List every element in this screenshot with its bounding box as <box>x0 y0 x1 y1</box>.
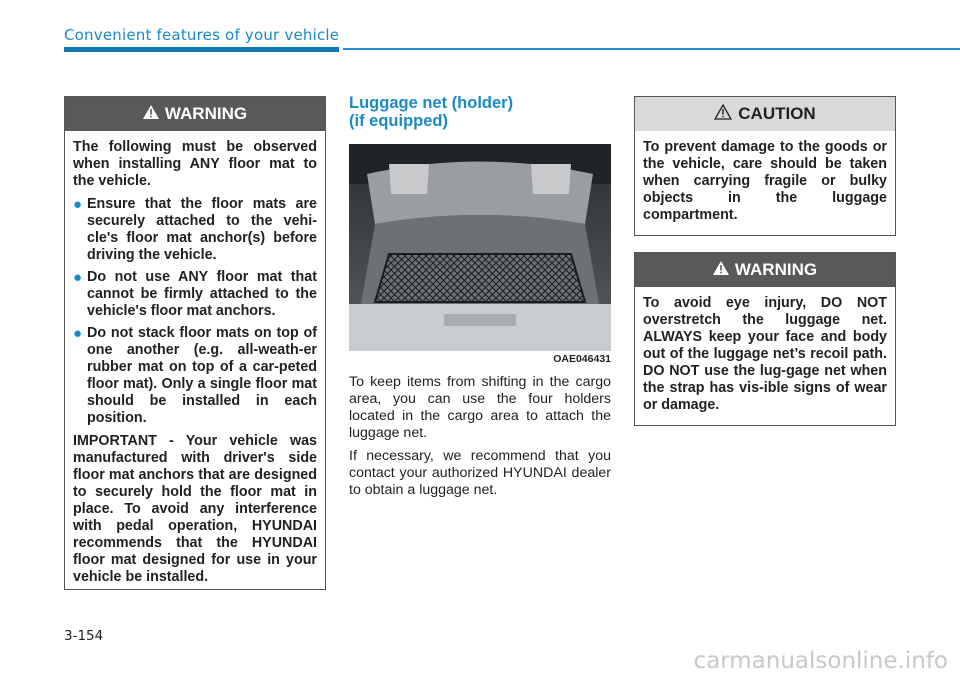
section-title: Convenient features of your vehicle <box>64 26 340 44</box>
warning-body <box>65 131 325 600</box>
luggage-net-warning-box <box>634 252 896 426</box>
list-item: ● Ensure that the floor mats are securely attached to the vehi-cle's floor mat anchor(s) before driving the vehicle. <box>73 196 317 263</box>
warning-text: To avoid eye injury, DO NOT overstretch the luggage net. ALWAYS keep your face and body out of the luggage net’s recoil path. DO NOT use the lug-gage net when the strap has vis-ible signs of wear or damage. <box>643 295 887 413</box>
warning-bullets <box>73 196 317 427</box>
section-text <box>349 374 611 499</box>
luggage-net-section <box>349 94 611 505</box>
caution-text: To prevent damage to the goods or the vehicle, care should be taken when carrying fragile or bulky objects in the luggage compartment. <box>643 139 887 223</box>
page-number: 3-154 <box>64 628 104 644</box>
warning-triangle-icon <box>143 104 159 124</box>
warning-header <box>635 253 895 287</box>
luggage-net-photo <box>349 144 611 351</box>
paragraph: If necessary, we recommend that you contact your authorized HYUNDAI dealer to obtain a luggage net. <box>349 448 611 498</box>
caution-header <box>635 97 895 131</box>
floor-mat-warning-box <box>64 96 326 590</box>
watermark: carmanualsonline.info <box>693 648 948 674</box>
paragraph: To keep items from shifting in the cargo area, you can use the four holders located in the cargo area to attach the luggage net. <box>349 374 611 441</box>
warning-body <box>635 287 895 428</box>
warning-intro: The following must be observed when installing ANY floor mat to the vehicle. <box>73 139 317 189</box>
bullet-dot-icon: ● <box>73 325 83 342</box>
caution-triangle-icon <box>714 104 732 125</box>
warning-title: WARNING <box>734 260 818 279</box>
list-item: ● Do not use ANY floor mat that cannot be firmly attached to the vehicle's floor mat anchors. <box>73 269 317 319</box>
bullet-dot-icon: ● <box>73 196 83 213</box>
warning-title: WARNING <box>164 104 248 123</box>
warning-header <box>65 97 325 131</box>
bullet-dot-icon: ● <box>73 269 83 286</box>
section-heading: Luggage net (holder) (if equipped) <box>349 94 514 130</box>
photo-code: OAE046431 <box>553 353 611 365</box>
caution-title: CAUTION <box>738 104 816 123</box>
caution-box <box>634 96 896 236</box>
header-bar-dark <box>64 47 339 52</box>
warning-important: IMPORTANT - Your vehicle was manufactured with driver's side floor mat anchors that are designed to securely hold the floor mat in place. To avoid any interference with pedal operation, HYUNDAI recommends that the HYUNDAI floor mat designed for use in your vehicle be installed. <box>73 433 317 585</box>
list-item: ● Do not stack floor mats on top of one another (e.g. all-weath-er rubber mat on top of a car-peted floor mat). Only a single floor mat should be installed in each position. <box>73 325 317 426</box>
caution-body <box>635 131 895 238</box>
warning-triangle-icon <box>713 260 729 280</box>
header-bar-light <box>343 48 960 50</box>
